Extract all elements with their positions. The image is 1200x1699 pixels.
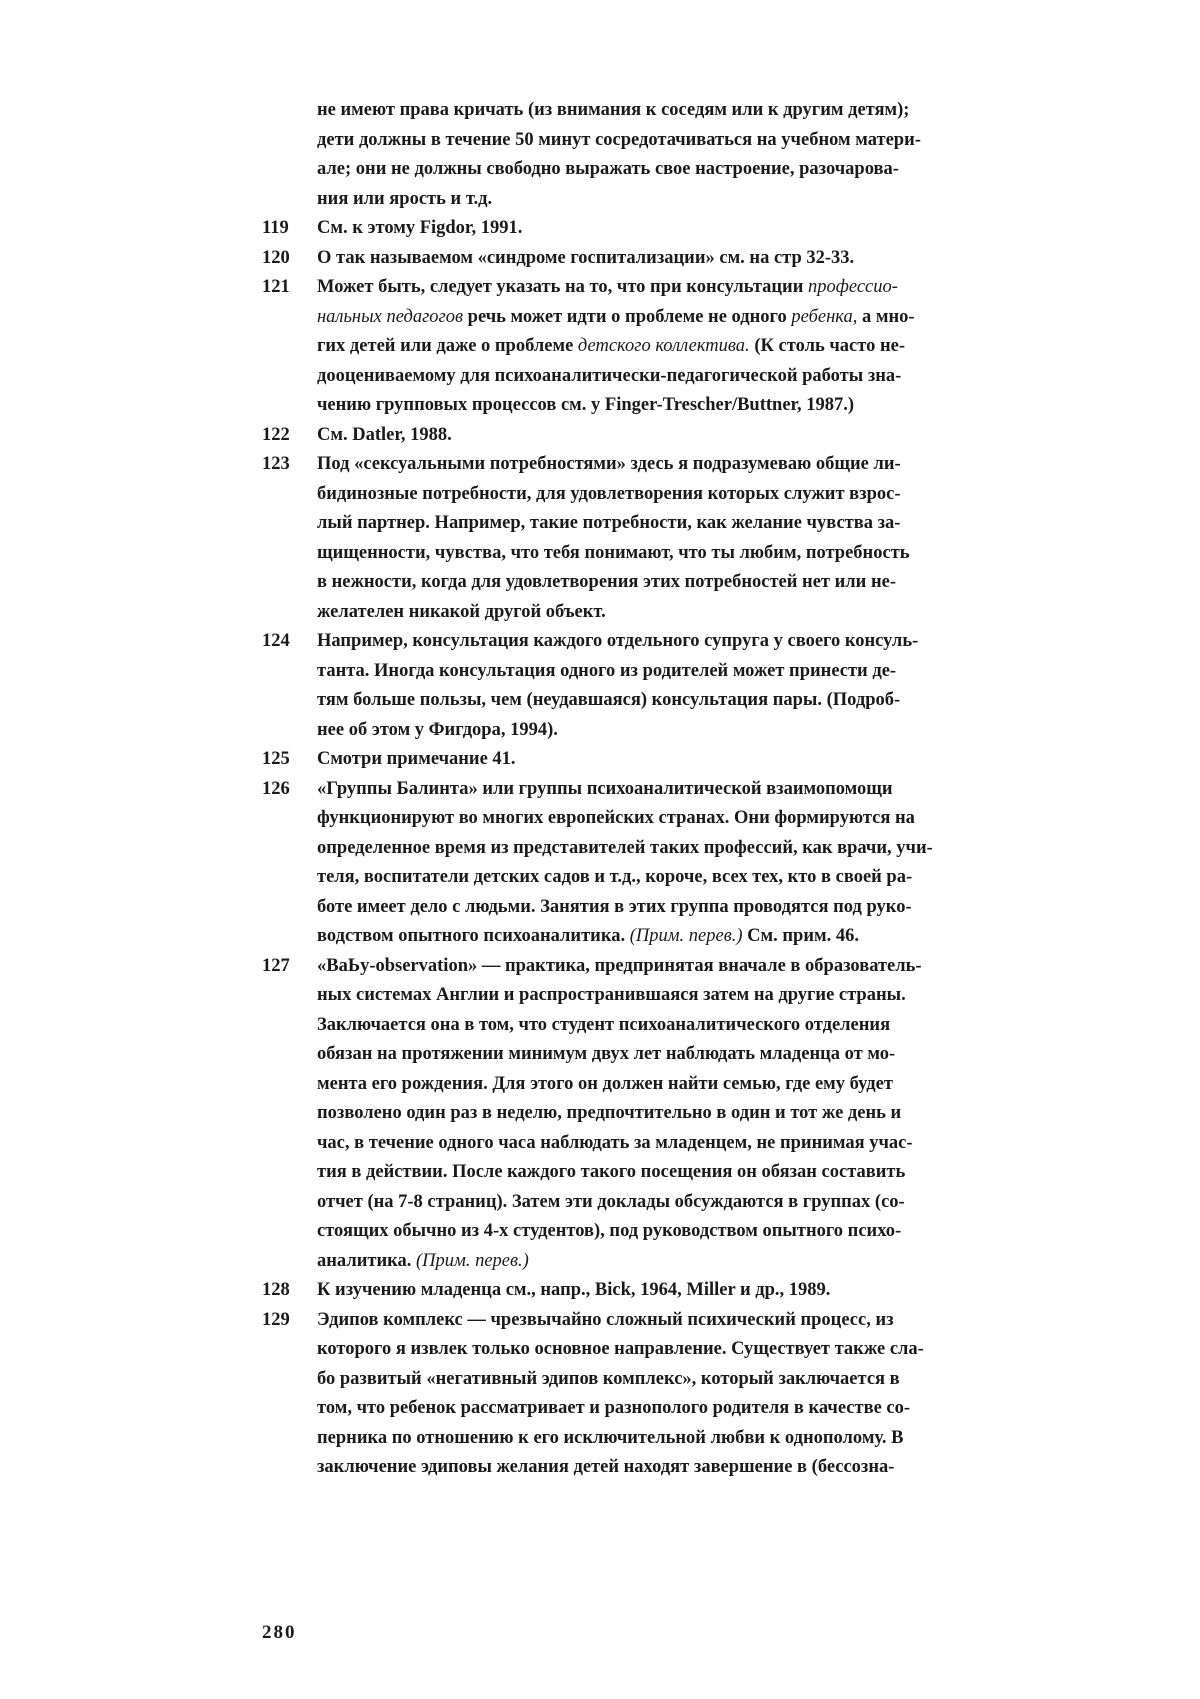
endnote (262, 627, 1142, 745)
text-line: стоящих обычно из 4-х студентов), под руководством опытного психо- (317, 1221, 902, 1241)
text-line: щищенности, чувства, что тебя понимают, что ты любим, потребность (317, 542, 910, 563)
text-line (262, 450, 1142, 480)
text-line: тия в действии. После каждого такого посещения он обязан составить (317, 1162, 906, 1182)
note-text: Под «сексуальными потребностями» здесь я подразумеваю общие ли- (317, 454, 901, 474)
text-line: нальных педагогов речь может идти о проблеме не одного ребенка, а мно- (317, 306, 915, 327)
text-line: позволено один раз в неделю, предпочтительно в один и тот же день и (317, 1103, 902, 1123)
text-line (262, 273, 1142, 303)
note-text: К изучению младенца см., напр., Bick, 1964, Miller и др., 1989. (317, 1280, 831, 1300)
note-number: 127 (262, 955, 290, 976)
text-line: але; они не должны свободно выражать свое настроение, разочарова- (317, 159, 899, 179)
note-number: 121 (262, 277, 290, 297)
text-line: перника по отношению к его исключительной любви к однополому. В (317, 1427, 904, 1448)
note-text: Может быть, следует указать на то, что при консультации профессио- (317, 277, 898, 297)
text-line: гих детей или даже о проблеме детского коллектива. (К столь часто не- (317, 336, 906, 356)
endnote (262, 745, 1142, 775)
endnote (262, 952, 1142, 1277)
text-line: ния или ярость и т.д. (317, 188, 493, 209)
text-line: функционируют во многих европейских странах. Они формируются на (317, 808, 915, 828)
text-line: чению групповых процессов см. у Finger-Trescher/Buttner, 1987.) (317, 395, 855, 415)
text-line: танта. Иногда консультация одного из родителей может принести де- (317, 660, 897, 681)
text-line (262, 745, 1142, 775)
text-line (262, 214, 1142, 244)
text-line (262, 775, 1142, 805)
text-line: теля, воспитатели детских садов и т.д., короче, всех тех, кто в своей ра- (317, 867, 913, 887)
endnote (262, 421, 1142, 451)
text-line: водством опытного психоаналитика. (Прим. перев.) См. прим. 46. (317, 926, 859, 946)
note-number: 123 (262, 454, 290, 474)
text-line: определенное время из представителей таких профессий, как врачи, учи- (317, 837, 933, 858)
notes-list (262, 214, 1142, 1483)
note-text: См. Datler, 1988. (317, 424, 452, 445)
text-line: дооцениваемому для психоаналитически-педагогической работы зна- (317, 365, 902, 386)
note-text: См. к этому Figdor, 1991. (317, 218, 523, 238)
text-line (262, 421, 1142, 451)
text-line: в нежности, когда для удовлетворения этих потребностей нет или не- (317, 572, 896, 592)
note-text: «ВаЬу-observation» — практика, предпринятая вначале в образователь- (317, 955, 922, 976)
text-line: мента его рождения. Для этого он должен найти семью, где ему будет (317, 1073, 893, 1094)
text-line: нее об этом у Фигдора, 1994). (317, 719, 558, 740)
text-line: отчет (на 7-8 страниц). Затем эти доклады обсуждаются в группах (со- (317, 1191, 905, 1212)
text-line: лый партнер. Например, такие потребности, как желание чувства за- (317, 513, 901, 533)
endnotes-block (262, 96, 1142, 1483)
text-line: дети должны в течение 50 минут сосредотачиваться на учебном матери- (317, 129, 921, 150)
note-text: Смотри примечание 41. (317, 749, 516, 769)
note-continuation (262, 96, 1142, 214)
endnote (262, 450, 1142, 627)
endnote (262, 214, 1142, 244)
text-line: заключение эдиповы желания детей находят завершение в (бессозна- (317, 1457, 895, 1477)
note-number: 124 (262, 631, 290, 651)
note-number: 122 (262, 424, 290, 445)
text-line: ных системах Англии и распространившаяся затем на другие страны. (317, 985, 906, 1005)
text-line: боте имеет дело с людьми. Занятия в этих группа проводятся под руко- (317, 896, 912, 917)
endnote (262, 1306, 1142, 1483)
text-line: час, в течение одного часа наблюдать за младенцем, не принимая учас- (317, 1132, 913, 1153)
note-number: 120 (262, 247, 290, 268)
note-number: 129 (262, 1309, 290, 1330)
text-line (262, 244, 1142, 274)
note-number: 126 (262, 778, 290, 799)
text-line: аналитика. (Прим. перев.) (317, 1250, 529, 1271)
text-line: бидинозные потребности, для удовлетворения которых служит взрос- (317, 483, 901, 504)
note-number: 128 (262, 1280, 290, 1300)
text-line: желателен никакой другой объект. (317, 601, 606, 622)
note-text: «Группы Балинта» или группы психоаналитической взаимопомощи (317, 778, 893, 799)
page-number: 280 (262, 1622, 297, 1643)
text-line (262, 952, 1142, 982)
endnote (262, 244, 1142, 274)
text-line: обязан на протяжении минимум двух лет наблюдать младенца от мо- (317, 1044, 896, 1064)
text-line: не имеют права кричать (из внимания к соседям или к другим детям); (317, 100, 910, 120)
text-line: Заключается она в том, что студент психоаналитического отделения (317, 1014, 891, 1035)
text-line: которого я извлек только основное направление. Существует также сла- (317, 1339, 924, 1359)
note-number: 119 (262, 218, 289, 238)
note-text: Эдипов комплекс — чрезвычайно сложный психический процесс, из (317, 1309, 894, 1330)
text-line: том, что ребенок рассматривает и разнополого родителя в качестве со- (317, 1398, 911, 1418)
endnote (262, 1276, 1142, 1306)
endnote (262, 775, 1142, 952)
text-line: бо развитый «негативный эдипов комплекс», который заключается в (317, 1368, 900, 1389)
text-line (262, 1276, 1142, 1306)
endnote (262, 273, 1142, 421)
text-line (262, 627, 1142, 657)
text-line (262, 1306, 1142, 1336)
note-number: 125 (262, 749, 290, 769)
text-line: тям больше пользы, чем (неудавшаяся) консультация пары. (Подроб- (317, 690, 901, 710)
note-text: Например, консультация каждого отдельного супруга у своего консуль- (317, 631, 919, 651)
note-text: О так называемом «синдроме госпитализации» см. на стр 32-33. (317, 247, 855, 268)
